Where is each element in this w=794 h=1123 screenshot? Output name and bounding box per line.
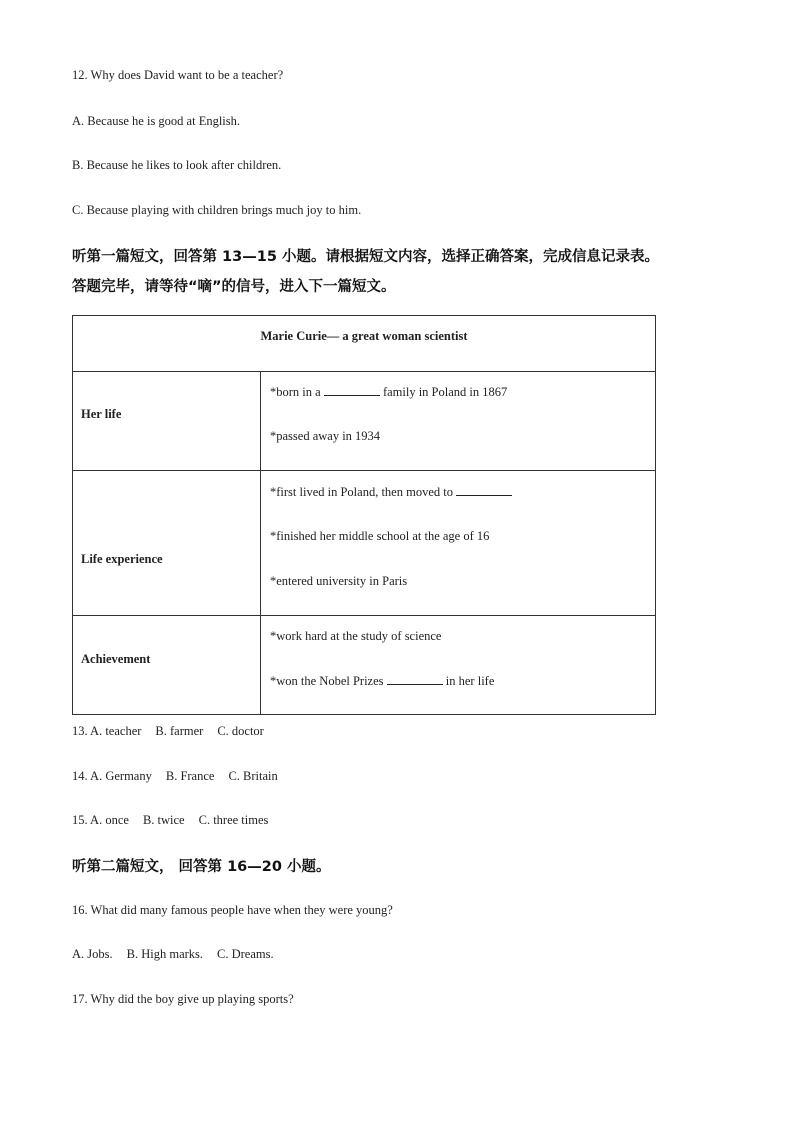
row-item-text: *first lived in Poland, then moved to (270, 485, 453, 499)
table-column-divider (260, 371, 261, 715)
table-title: Marie Curie— a great woman scientist (260, 329, 468, 343)
row-item-text: *work hard at the study of science (270, 629, 442, 643)
instruction-2: 听第二篇短文， 回答第 16—20 小题。 (72, 859, 331, 875)
row-item (270, 529, 489, 544)
row-item (270, 485, 512, 500)
option: B. High marks. (126, 947, 204, 961)
row-item-text: family in Poland in 1867 (382, 385, 508, 399)
q17-question: 17. Why did the boy give up playing sports? (72, 992, 294, 1006)
q16-options (72, 947, 274, 962)
option: C. doctor (217, 724, 264, 738)
row-label-achievement: Achievement (81, 652, 151, 666)
q15-options (72, 813, 268, 828)
table-divider (73, 371, 655, 372)
row-item-text: *finished her middle school at the age of 16 (270, 529, 490, 543)
q16-question: 16. What did many famous people have when they were young? (72, 903, 393, 917)
option: 13. A. teacher (72, 724, 142, 738)
row-item (270, 629, 441, 644)
row-item (270, 385, 507, 400)
option: C. Dreams. (217, 947, 274, 961)
q13-options (72, 724, 264, 739)
table-divider (73, 615, 655, 616)
table-divider (73, 470, 655, 471)
row-item-text: in her life (445, 674, 495, 688)
q12-option-a: A. Because he is good at English. (72, 114, 241, 128)
q12-question: 12. Why does David want to be a teacher? (72, 68, 284, 82)
row-label-her-life: Her life (81, 407, 122, 421)
option: B. France (165, 769, 215, 783)
row-item (270, 574, 407, 589)
option: A. Jobs. (72, 947, 113, 961)
row-item-text: *entered university in Paris (270, 574, 408, 588)
row-item-text: *born in a (270, 385, 321, 399)
row-label-life-experience: Life experience (81, 552, 163, 566)
answer-blank (387, 674, 443, 685)
option: C. three times (198, 813, 269, 827)
option: 15. A. once (72, 813, 129, 827)
row-item-text: *won the Nobel Prizes (270, 674, 384, 688)
option: B. twice (142, 813, 185, 827)
row-item (270, 429, 380, 444)
option: C. Britain (228, 769, 278, 783)
answer-blank (456, 485, 512, 496)
q12-option-b: B. Because he likes to look after children. (72, 158, 282, 172)
q14-options (72, 769, 278, 784)
row-item (270, 674, 494, 689)
instruction-1-line-1: 听第一篇短文，回答第 13—15 小题。请根据短文内容，选择正确答案，完成信息记录表。 (72, 249, 659, 265)
answer-blank (324, 385, 380, 396)
info-table (72, 315, 656, 715)
q12-option-c: C. Because playing with children brings much joy to him. (72, 203, 362, 217)
row-item-text: *passed away in 1934 (270, 429, 381, 443)
option: B. farmer (155, 724, 204, 738)
instruction-1-line-2: 答题完毕，请等待“嘀”的信号，进入下一篇短文。 (72, 279, 396, 295)
option: 14. A. Germany (72, 769, 152, 783)
